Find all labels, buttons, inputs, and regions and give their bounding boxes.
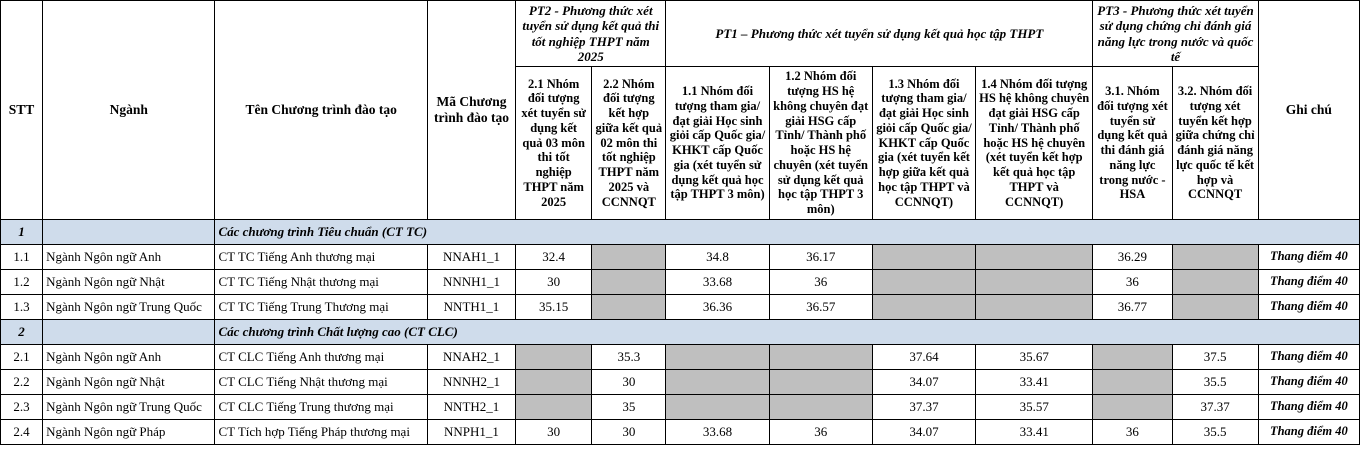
group-row-index: 2 [1, 319, 43, 344]
cell-nganh: Ngành Ngôn ngữ Nhật [43, 369, 215, 394]
header-row-groups [1, 1, 1360, 67]
header-col-3-2: 3.2. Nhóm đối tượng xét tuyển kết hợp giữa chứng chỉ đánh giá năng lực quốc tế kết hợp và CCNNQT [1172, 67, 1258, 220]
cell-score-c11: 36.36 [666, 294, 769, 319]
cell-score-c13: 37.37 [872, 394, 975, 419]
cell-ten-chuong-trinh: CT CLC Tiếng Nhật thương mại [215, 369, 427, 394]
group-row-label: Các chương trình Tiêu chuẩn (CT TC) [215, 219, 1360, 244]
cell-score-c11-disabled [666, 369, 769, 394]
table-row [1, 244, 1360, 269]
cell-ghi-chu: Thang điểm 40 [1258, 244, 1359, 269]
cell-score-c32: 35.5 [1172, 419, 1258, 444]
cell-score-c22-disabled [592, 294, 666, 319]
cell-score-c13-disabled [872, 244, 975, 269]
header-nganh: Ngành [43, 1, 215, 220]
cell-score-c32: 37.37 [1172, 394, 1258, 419]
cell-ten-chuong-trinh: CT TC Tiếng Anh thương mại [215, 244, 427, 269]
cell-score-c11: 34.8 [666, 244, 769, 269]
cell-score-c14: 33.41 [976, 419, 1093, 444]
cell-score-c14-disabled [976, 244, 1093, 269]
header-col-2-1: 2.1 Nhóm đối tượng xét tuyển sử dụng kết quả 03 môn thi tốt nghiệp THPT năm 2025 [516, 67, 592, 220]
cell-ten-chuong-trinh: CT TC Tiếng Trung Thương mại [215, 294, 427, 319]
cell-score-c13-disabled [872, 269, 975, 294]
cell-score-c14: 35.67 [976, 344, 1093, 369]
cell-score-c21-disabled [516, 369, 592, 394]
cell-ten-chuong-trinh: CT TC Tiếng Nhật thương mại [215, 269, 427, 294]
cell-nganh: Ngành Ngôn ngữ Trung Quốc [43, 394, 215, 419]
cell-ghi-chu: Thang điểm 40 [1258, 269, 1359, 294]
cell-score-c13-disabled [872, 294, 975, 319]
cell-ghi-chu: Thang điểm 40 [1258, 344, 1359, 369]
cell-score-c31: 36.29 [1093, 244, 1172, 269]
cell-score-c12: 36.57 [769, 294, 872, 319]
cell-score-c31: 36 [1093, 419, 1172, 444]
cell-score-c12-disabled [769, 344, 872, 369]
cell-score-c13: 34.07 [872, 369, 975, 394]
cell-stt: 2.2 [1, 369, 43, 394]
cell-score-c31: 36.77 [1093, 294, 1172, 319]
cell-ma-chuong-trinh: NNTH1_1 [427, 294, 515, 319]
header-col-1-4: 1.4 Nhóm đối tượng HS hệ không chuyên đạt giải HSG cấp Tỉnh/ Thành phố hoặc HS hệ chuyên (xét tuyển kết hợp kết quả học tập THPT và CCNNQT) [976, 67, 1093, 220]
cell-stt: 1.3 [1, 294, 43, 319]
cell-stt: 2.4 [1, 419, 43, 444]
cell-score-c31-disabled [1093, 369, 1172, 394]
cell-ten-chuong-trinh: CT CLC Tiếng Anh thương mại [215, 344, 427, 369]
header-group-pt3: PT3 - Phương thức xét tuyển sử dụng chứng chỉ đánh giá năng lực trong nước và quốc tế [1093, 1, 1258, 67]
cell-score-c11: 33.68 [666, 269, 769, 294]
group-row-index: 1 [1, 219, 43, 244]
cell-ghi-chu: Thang điểm 40 [1258, 369, 1359, 394]
group-row-blank [43, 219, 215, 244]
header-group-pt1: PT1 – Phương thức xét tuyển sử dụng kết quả học tập THPT [666, 1, 1093, 67]
cell-score-c22-disabled [592, 269, 666, 294]
cell-ma-chuong-trinh: NNAH2_1 [427, 344, 515, 369]
cell-ma-chuong-trinh: NNAH1_1 [427, 244, 515, 269]
cell-score-c21: 30 [516, 419, 592, 444]
cell-score-c22: 30 [592, 419, 666, 444]
group-row-label: Các chương trình Chất lượng cao (CT CLC) [215, 319, 1360, 344]
cell-score-c12: 36.17 [769, 244, 872, 269]
header-ma-chuong-trinh: Mã Chương trình đào tạo [427, 1, 515, 220]
header-col-3-1: 3.1. Nhóm đối tượng xét tuyển sử dụng kết quả thi đánh giá năng lực trong nước - HSA [1093, 67, 1172, 220]
cell-score-c22: 35.3 [592, 344, 666, 369]
table-header [1, 1, 1360, 220]
cell-nganh: Ngành Ngôn ngữ Pháp [43, 419, 215, 444]
header-group-pt2: PT2 - Phương thức xét tuyển sử dụng kết quả thi tốt nghiệp THPT năm 2025 [516, 1, 666, 67]
header-col-1-3: 1.3 Nhóm đối tượng tham gia/đạt giải Học sinh giỏi cấp Quốc gia/ KHKT cấp Quốc gia (xét tuyển kết hợp giữa kết quả học tập THPT và CCNNQT) [872, 67, 975, 220]
cell-score-c13: 34.07 [872, 419, 975, 444]
cell-nganh: Ngành Ngôn ngữ Anh [43, 344, 215, 369]
cell-ghi-chu: Thang điểm 40 [1258, 394, 1359, 419]
table-row [1, 294, 1360, 319]
table-row [1, 369, 1360, 394]
cell-ten-chuong-trinh: CT CLC Tiếng Trung thương mại [215, 394, 427, 419]
cell-score-c12-disabled [769, 394, 872, 419]
cell-ghi-chu: Thang điểm 40 [1258, 419, 1359, 444]
cell-score-c12: 36 [769, 419, 872, 444]
table-row [1, 269, 1360, 294]
table-body [1, 219, 1360, 444]
cell-score-c32-disabled [1172, 294, 1258, 319]
cell-score-c22: 30 [592, 369, 666, 394]
cell-ten-chuong-trinh: CT Tích hợp Tiếng Pháp thương mại [215, 419, 427, 444]
header-ghi-chu: Ghi chú [1258, 1, 1359, 220]
cell-score-c22: 35 [592, 394, 666, 419]
table-row [1, 344, 1360, 369]
cell-score-c12-disabled [769, 369, 872, 394]
header-col-1-2: 1.2 Nhóm đối tượng HS hệ không chuyên đạt giải HSG cấp Tỉnh/ Thành phố hoặc HS hệ chuyên (xét tuyển sử dụng kết quả học tập THPT 3 môn) [769, 67, 872, 220]
cell-score-c21: 32.4 [516, 244, 592, 269]
cell-score-c21-disabled [516, 394, 592, 419]
cell-score-c31-disabled [1093, 394, 1172, 419]
table-row [1, 419, 1360, 444]
cell-score-c14: 35.57 [976, 394, 1093, 419]
cell-score-c32: 35.5 [1172, 369, 1258, 394]
header-ten-chuong-trinh: Tên Chương trình đào tạo [215, 1, 427, 220]
table-group-row [1, 219, 1360, 244]
cell-ma-chuong-trinh: NNPH1_1 [427, 419, 515, 444]
cell-score-c14-disabled [976, 269, 1093, 294]
cell-ma-chuong-trinh: NNNH2_1 [427, 369, 515, 394]
header-col-1-1: 1.1 Nhóm đối tượng tham gia/đạt giải Học sinh giỏi cấp Quốc gia/ KHKT cấp Quốc gia (xét tuyển sử dụng kết quả học tập THPT 3 môn) [666, 67, 769, 220]
cell-stt: 2.1 [1, 344, 43, 369]
cell-score-c21-disabled [516, 344, 592, 369]
cell-stt: 2.3 [1, 394, 43, 419]
header-stt: STT [1, 1, 43, 220]
cell-score-c21: 35.15 [516, 294, 592, 319]
cell-score-c11-disabled [666, 344, 769, 369]
cell-ma-chuong-trinh: NNNH1_1 [427, 269, 515, 294]
cell-ghi-chu: Thang điểm 40 [1258, 294, 1359, 319]
cell-score-c32-disabled [1172, 269, 1258, 294]
cell-score-c14-disabled [976, 294, 1093, 319]
cell-score-c31: 36 [1093, 269, 1172, 294]
cell-score-c22-disabled [592, 244, 666, 269]
cell-score-c31-disabled [1093, 344, 1172, 369]
cell-ma-chuong-trinh: NNTH2_1 [427, 394, 515, 419]
cell-nganh: Ngành Ngôn ngữ Nhật [43, 269, 215, 294]
cell-score-c32: 37.5 [1172, 344, 1258, 369]
cell-score-c12: 36 [769, 269, 872, 294]
group-row-blank [43, 319, 215, 344]
cell-stt: 1.1 [1, 244, 43, 269]
cell-nganh: Ngành Ngôn ngữ Anh [43, 244, 215, 269]
header-col-2-2: 2.2 Nhóm đối tượng kết hợp giữa kết quả 02 môn thi tốt nghiệp THPT năm 2025 và CCNNQT [592, 67, 666, 220]
cell-score-c21: 30 [516, 269, 592, 294]
cell-stt: 1.2 [1, 269, 43, 294]
cell-score-c11-disabled [666, 394, 769, 419]
cell-score-c11: 33.68 [666, 419, 769, 444]
table-group-row [1, 319, 1360, 344]
cell-nganh: Ngành Ngôn ngữ Trung Quốc [43, 294, 215, 319]
cell-score-c13: 37.64 [872, 344, 975, 369]
cell-score-c14: 33.41 [976, 369, 1093, 394]
cell-score-c32-disabled [1172, 244, 1258, 269]
table-row [1, 394, 1360, 419]
